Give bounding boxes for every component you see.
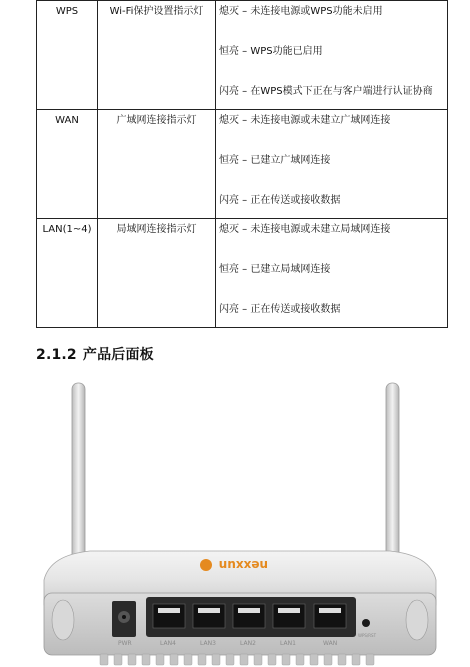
port-label-pwr: PWR <box>118 640 132 647</box>
ethernet-port-lan1 <box>273 604 305 628</box>
port-label-lan4: LAN4 <box>160 640 176 647</box>
led-label: Wi-Fi保护设置指示灯 <box>98 1 216 110</box>
led-name: WPS <box>37 1 98 110</box>
table-row <box>37 219 448 328</box>
port-label-wan: WAN <box>323 640 338 647</box>
state-off: 熄灭 – 未连接电源或WPS功能未启用 <box>219 6 383 17</box>
ethernet-port-lan2 <box>233 604 265 628</box>
bottom-vents <box>100 654 374 665</box>
section-number: 2.1.2 <box>36 347 77 363</box>
state-off: 熄灭 – 未连接电源或未建立局域网连接 <box>219 224 391 235</box>
table-row <box>37 1 448 110</box>
port-label-lan3: LAN3 <box>200 640 216 647</box>
led-name: LAN(1~4) <box>37 219 98 328</box>
led-states <box>216 1 448 110</box>
port-label-lan2: LAN2 <box>240 640 256 647</box>
led-label: 广域网连接指示灯 <box>98 110 216 219</box>
state-off: 熄灭 – 未连接电源或未建立广域网连接 <box>219 115 391 126</box>
port-label-lan1: LAN1 <box>280 640 296 647</box>
table-row <box>37 110 448 219</box>
led-label: 局域网连接指示灯 <box>98 219 216 328</box>
state-blink: 闪亮 – 正在传送或接收数据 <box>219 304 341 315</box>
state-blink: 闪亮 – 在WPS模式下正在与客户端进行认证协商 <box>219 86 433 97</box>
state-on: 恒亮 – WPS功能已启用 <box>219 46 323 57</box>
power-jack <box>112 601 136 637</box>
state-blink: 闪亮 – 正在传送或接收数据 <box>219 195 341 206</box>
button-label: WPS/RST <box>358 633 377 638</box>
ethernet-port-lan3 <box>193 604 225 628</box>
led-states <box>216 110 448 219</box>
ethernet-port-wan <box>314 604 346 628</box>
section-title: 产品后面板 <box>82 347 154 363</box>
wps-reset-button <box>362 619 370 627</box>
router-rear-panel-image <box>30 375 450 667</box>
state-on: 恒亮 – 已建立局域网连接 <box>219 264 331 275</box>
section-heading <box>36 344 154 364</box>
state-on: 恒亮 – 已建立广域网连接 <box>219 155 331 166</box>
led-name: WAN <box>37 110 98 219</box>
brand-text: nexxun <box>218 558 268 572</box>
led-states <box>216 219 448 328</box>
ethernet-port-lan4 <box>153 604 185 628</box>
led-indicator-table <box>36 0 448 328</box>
